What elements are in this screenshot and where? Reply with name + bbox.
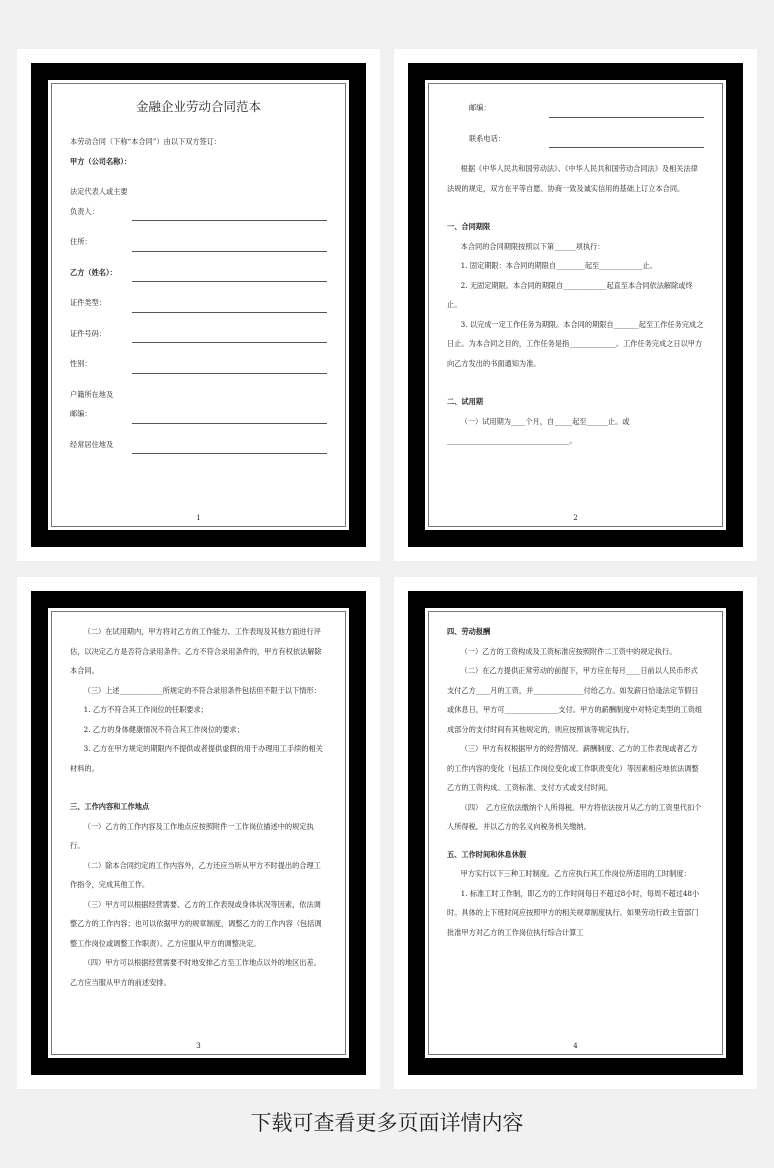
document-page-3 xyxy=(17,577,380,1089)
preamble-paragraph: 根据《中华人民共和国劳动法》、《中华人民共和国劳动合同法》及相关法律法规的规定，双方在平等自愿、协商一致及诚实信用的基础上订立本合同。 xyxy=(447,164,698,193)
residence-field: 经常居住地及 xyxy=(70,435,327,455)
page-border xyxy=(31,63,366,547)
paragraph: （二）在试用期内，甲方将对乙方的工作能力、工作表现及其他方面进行评估，以决定乙方是否符合录用条件。乙方不符合录用条件的，甲方有权依法解除本合同。 xyxy=(70,627,322,675)
paragraph: （一）乙方的工作内容及工作地点应按照附件一工作岗位描述中的规定执行。 xyxy=(70,821,314,850)
page-number: 3 xyxy=(196,1042,201,1050)
paragraph: （四）甲方可以根据经营需要不时地安排乙方至工作地点以外的地区出差。乙方应当服从甲方的前述安排。 xyxy=(70,958,321,987)
paragraph: 2. 乙方的身体健康情况不符合其工作岗位的要求； xyxy=(83,724,244,734)
page-number: 1 xyxy=(196,514,201,522)
section-3-heading: 三、工作内容和工作地点 xyxy=(70,802,150,811)
legal-rep-label: 法定代表人或主要 xyxy=(70,187,128,196)
document-page-2 xyxy=(394,49,757,561)
fill-line xyxy=(132,332,327,343)
paragraph: 3. 乙方在甲方规定的期限内不提供或者提供虚假的用于办理用工手续的相关材料的。 xyxy=(70,744,323,773)
paragraph: （二）除本合同约定的工作内容外，乙方还应当听从甲方不时提出的合理工作指令，完成其他工作。 xyxy=(70,860,321,889)
section-5-heading: 五、工作时间和休息休假 xyxy=(447,849,527,859)
fill-line xyxy=(132,363,327,374)
household-label: 户籍所在地及 xyxy=(70,389,114,399)
gender-field: 性别： xyxy=(70,354,327,374)
party-a-label: 甲方（公司名称）： xyxy=(70,156,132,166)
page-border xyxy=(31,591,366,1075)
document-page-4 xyxy=(394,577,757,1089)
paragraph: （三）上述____________所规定的不符合录用条件包括但不限于以下情形： xyxy=(83,685,321,695)
intro-line: 本劳动合同（下称“本合同”）由以下双方签订： xyxy=(70,137,222,146)
download-more-caption[interactable]: 下载可查看更多页面详情内容 xyxy=(250,1111,524,1135)
paragraph: __________________________________。 xyxy=(447,436,577,445)
fill-line xyxy=(132,443,327,454)
paragraph: 1. 乙方不符合其工作岗位的任职要求； xyxy=(83,705,208,714)
household-postcode-field: 邮编： xyxy=(70,404,327,424)
postcode-field: 邮编： xyxy=(447,98,704,118)
page-number: 4 xyxy=(573,1042,578,1050)
phone-field: 联系电话： xyxy=(447,129,704,149)
page-number: 2 xyxy=(573,514,578,522)
page-border xyxy=(408,591,743,1075)
legal-rep-field: 负责人： xyxy=(70,202,327,222)
paragraph: 1. 固定期限：本合同的期限自________起至____________止。 xyxy=(460,261,657,270)
fill-line xyxy=(549,107,704,118)
paragraph: （一）乙方的工资构成及工资标准应按照附件二工资中的规定执行。 xyxy=(460,646,677,656)
fill-line xyxy=(132,241,327,252)
paragraph: （一）试用期为____个月，自_____起至______止。或 xyxy=(460,416,630,426)
section-1-heading: 一、合同期限 xyxy=(447,222,491,231)
fill-line xyxy=(132,271,327,282)
fill-line xyxy=(549,137,704,148)
paragraph: （四） 乙方应依法缴纳个人所得税。甲方将依法按月从乙方的工资里代扣个人所得税，并以乙方的名义向税务机关缴纳。 xyxy=(447,802,702,831)
section-2-heading: 二、试用期 xyxy=(447,397,483,406)
paragraph: 甲方实行以下三种工时制度。乙方应执行其工作岗位所适用的工时制度： xyxy=(460,869,691,878)
id-type-field: 证件类型： xyxy=(70,293,327,313)
section-4-heading: 四、劳动报酬 xyxy=(447,627,491,636)
document-title: 金融企业劳动合同范本 xyxy=(135,99,261,114)
paragraph: 本合同的合同期限按照以下第______项执行： xyxy=(460,241,605,251)
paragraph: （二）在乙方提供正常劳动的前提下，甲方应在每月____日前以人民币形式支付乙方____月的工资，并______________付给乙方。如发薪日恰逢法定节假日或休息日，甲方可_______________支付。甲方的薪酬制度中对特定类型的工资组成部分的支付时间有其他规定的，则应按照该等规定执行。 xyxy=(447,666,703,734)
paragraph: 3. 以完成一定工作任务为期限。本合同的期限自_______起至工作任务完成之日止。为本合同之目的，工作任务是指_____________。工作任务完成之日以甲方向乙方发出的书面通知为准。 xyxy=(447,319,704,368)
fill-line xyxy=(132,413,327,424)
page-border xyxy=(408,63,743,547)
paragraph: 2. 无固定期限。本合同的期限自____________起直至本合同依法解除或终止。 xyxy=(447,280,693,309)
paragraph: （三）甲方有权根据甲方的经营情况、薪酬制度、乙方的工作表现或者乙方的工作内容的变化（包括工作岗位变化或工作职责变化）等因素相应地依法调整乙方的工资构成、工资标准、支付方式或支付时间。 xyxy=(447,744,699,792)
document-page-1 xyxy=(17,49,380,561)
party-b-field: 乙方（姓名）： xyxy=(70,263,327,283)
paragraph: 1. 标准工时工作制，即乙方的工作时间每日不超过8小时，每周不超过48小时。具体的上下班时间应按照甲方的相关规章制度执行。如果劳动行政主管部门批准甲方对乙方的工作岗位执行综合计算工 xyxy=(447,888,700,937)
fill-line xyxy=(132,210,327,221)
fill-line xyxy=(132,302,327,313)
paragraph: （三）甲方可以根据经营需要、乙方的工作表现或身体状况等因素，依法调整乙方的工作内容；也可以依据甲方的规章制度，调整乙方的工作内容（包括调整工作岗位或调整工作职责）。乙方应服从甲方的调整决定。 xyxy=(70,899,322,948)
id-number-field: 证件号码： xyxy=(70,324,327,344)
address-field: 住所： xyxy=(70,232,327,252)
